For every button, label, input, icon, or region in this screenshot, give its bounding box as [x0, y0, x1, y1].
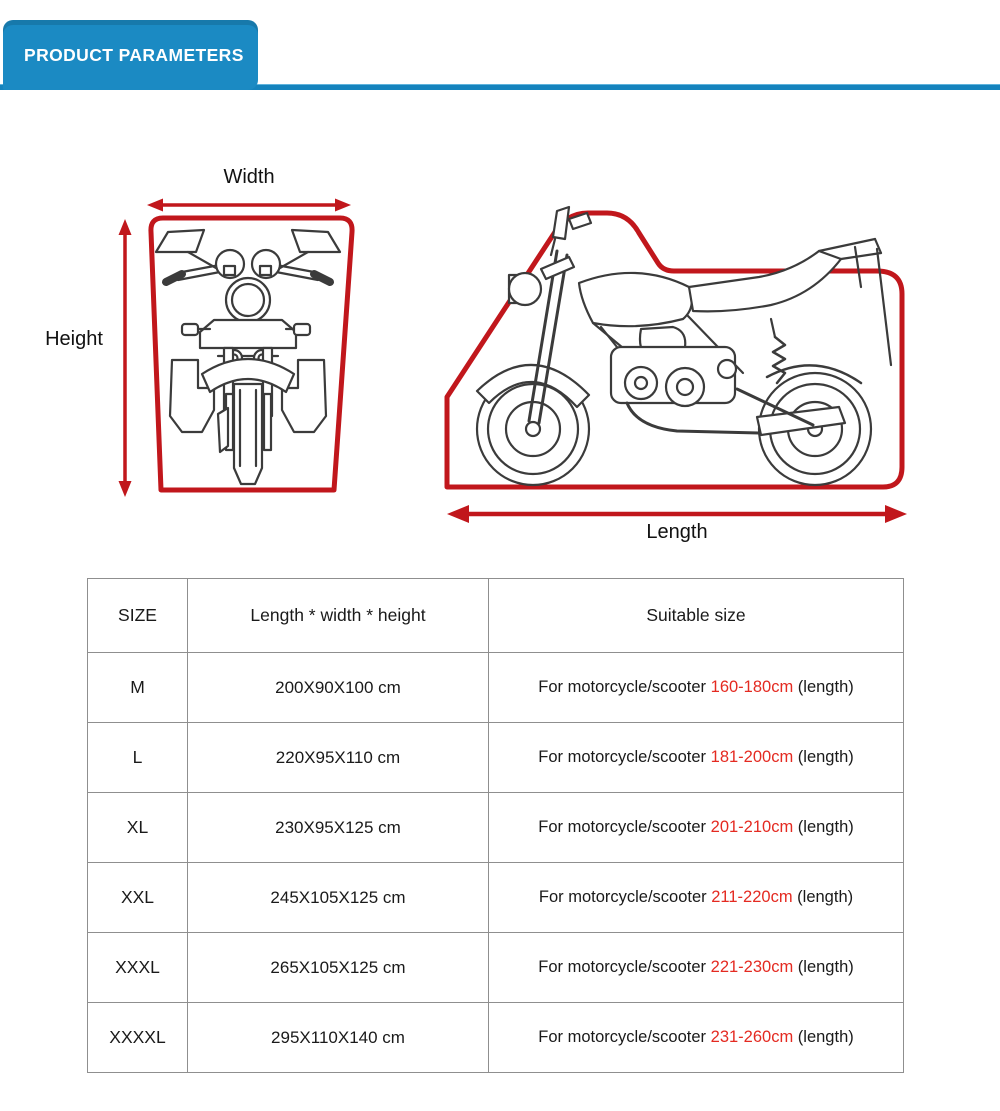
size-value: XXXXL [88, 1003, 188, 1073]
table-row [88, 1003, 904, 1073]
dimensions-value: 265X105X125 cm [188, 933, 489, 1003]
length-range: 201-210cm [710, 818, 794, 836]
size-value: XXXL [88, 933, 188, 1003]
section-header-badge [3, 20, 258, 90]
column-header-suitable: Suitable size [489, 579, 904, 653]
suitable-value [489, 793, 904, 863]
dimensions-value: 295X110X140 cm [188, 1003, 489, 1073]
width-dimension-label: Width [223, 166, 275, 188]
length-range: 160-180cm [710, 678, 794, 696]
suitable-prefix: For motorcycle/scooter [538, 1028, 707, 1046]
table-row [88, 863, 904, 933]
suitable-value [489, 933, 904, 1003]
suitable-suffix: (length) [797, 888, 854, 906]
size-value: XXL [88, 863, 188, 933]
length-range: 221-230cm [710, 958, 794, 976]
suitable-value [489, 723, 904, 793]
length-range: 231-260cm [710, 1028, 794, 1046]
front-motorcycle-line-art [156, 230, 340, 484]
suitable-prefix: For motorcycle/scooter [538, 818, 707, 836]
table-row [88, 793, 904, 863]
column-header-dimensions: Length * width * height [188, 579, 489, 653]
length-range: 211-220cm [711, 888, 793, 906]
suitable-value [489, 863, 904, 933]
size-value: XL [88, 793, 188, 863]
size-table [87, 578, 904, 1073]
table-header-row [88, 579, 904, 653]
length-dimension-label: Length [646, 521, 708, 543]
suitable-prefix: For motorcycle/scooter [538, 678, 707, 696]
dimensions-value: 230X95X125 cm [188, 793, 489, 863]
suitable-prefix: For motorcycle/scooter [538, 958, 707, 976]
suitable-suffix: (length) [797, 958, 854, 976]
side-view-motorcycle-drawing [441, 195, 911, 493]
dimensions-value: 220X95X110 cm [188, 723, 489, 793]
suitable-prefix: For motorcycle/scooter [538, 748, 707, 766]
size-value: M [88, 653, 188, 723]
dimensions-value: 245X105X125 cm [188, 863, 489, 933]
suitable-prefix: For motorcycle/scooter [538, 888, 707, 906]
length-range: 181-200cm [710, 748, 794, 766]
table-row [88, 723, 904, 793]
dimensions-value: 200X90X100 cm [188, 653, 489, 723]
suitable-suffix: (length) [797, 678, 854, 696]
table-row [88, 653, 904, 723]
front-view-motorcycle-drawing [130, 208, 362, 500]
size-value: L [88, 723, 188, 793]
column-header-size: SIZE [88, 579, 188, 653]
height-dimension-label: Height [45, 328, 103, 350]
suitable-value [489, 1003, 904, 1073]
table-row [88, 933, 904, 1003]
suitable-suffix: (length) [797, 818, 854, 836]
side-motorcycle-line-art [477, 207, 891, 485]
suitable-suffix: (length) [797, 748, 854, 766]
suitable-value [489, 653, 904, 723]
section-title: PRODUCT PARAMETERS [24, 44, 244, 65]
suitable-suffix: (length) [797, 1028, 854, 1046]
